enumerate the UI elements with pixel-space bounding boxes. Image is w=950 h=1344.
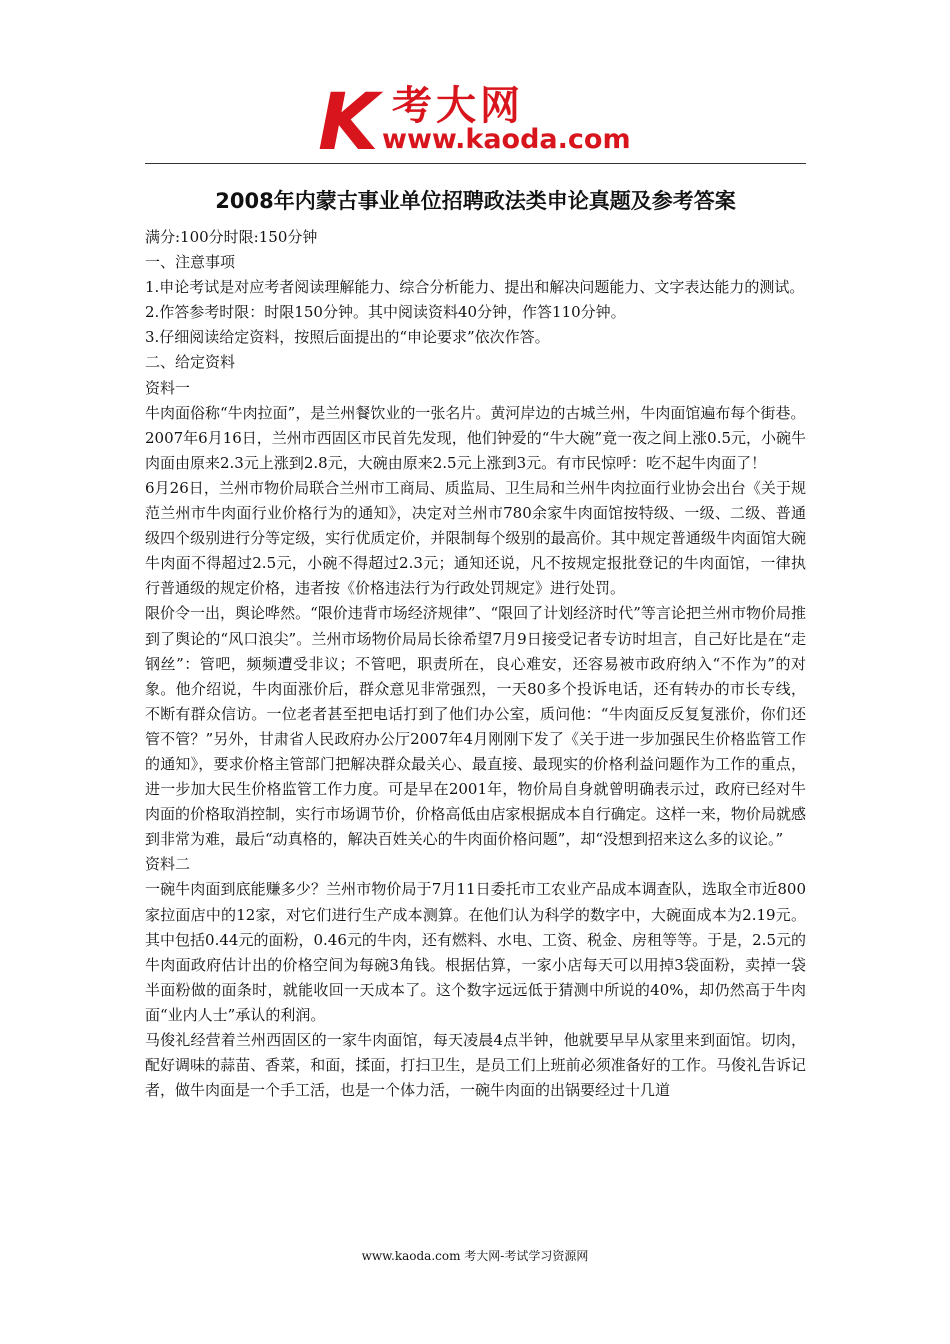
logo-url: www.kaoda.com: [382, 124, 631, 155]
document-title: 2008年内蒙古事业单位招聘政法类申论真题及参考答案: [215, 189, 736, 213]
paragraph: 3.仔细阅读给定资料，按照后面提出的“申论要求”依次作答。: [145, 328, 550, 347]
paragraph: 2007年6月16日，兰州市西固区市民首先发现，他们钟爱的“牛大碗”竟一夜之间上涨0.5元，小碗牛肉面由原来2.3元上涨到2.8元，大碗由原来2.5元上涨到3元。有市民惊呼：吃不起牛肉面了！: [145, 428, 807, 472]
section-heading: 二、给定资料: [145, 353, 236, 372]
header-divider: [145, 163, 806, 164]
section-heading: 一、注意事项: [145, 253, 236, 272]
page-footer: www.kaoda.com 考大网-考试学习资源网: [361, 1249, 589, 1263]
document-body: [145, 225, 806, 1103]
paragraph: 满分:100分时限:150分钟: [145, 228, 318, 246]
paragraph: 1.申论考试是对应考者阅读理解能力、综合分析能力、提出和解决问题能力、文字表达能力的测试。: [145, 278, 805, 297]
paragraph: 马俊礼经营着兰州西固区的一家牛肉面馆，每天凌晨4点半钟，他就要早早从家里来到面馆。切肉，配好调味的蒜苗、香菜，和面，揉面，打扫卫生，是员工们上班前必须准备好的工作。马俊礼告诉记者，做牛肉面是一个手工活，也是一个体力活，一碗牛肉面的出锅要经过十几道: [145, 1031, 806, 1100]
paragraph: 一碗牛肉面到底能赚多少？兰州市物价局于7月11日委托市工农业产品成本调查队，选取全市近800家拉面店中的12家，对它们进行生产成本测算。在他们认为科学的数字中，大碗面成本为2.19元。其中包括0.44元的面粉，0.46元的牛肉，还有燃料、水电、工资、税金、房租等等。于是，2.5元的牛肉面政府估计出的价格空间为每碗3角钱。根据估算，一家小店每天可以用掉3袋面粉，卖掉一袋半面粉做的面条时，就能收回一天成本了。这个数字远远低于猜测中所说的40%，却仍然高于牛肉面“业内人士”承认的利润。: [145, 880, 806, 1024]
paragraph: 牛肉面俗称“牛肉拉面”，是兰州餐饮业的一张名片。黄河岸边的古城兰州，牛肉面馆遍布每个街巷。: [145, 403, 806, 422]
kaoda-logo: [318, 78, 638, 168]
material-heading: 资料二: [145, 855, 191, 874]
paragraph: 2.作答参考时限：时限150分钟。其中阅读资料40分钟，作答110分钟。: [145, 303, 626, 322]
paragraph: 限价令一出，舆论哗然。“限价违背市场经济规律”、“限回了计划经济时代”等言论把兰州市物价局推到了舆论的“风口浪尖”。兰州市场物价局局长徐希望7月9日接受记者专访时坦言，自己好比是在“走钢丝”：管吧，频频遭受非议；不管吧，职责所在，良心难安，还容易被市政府纳入“不作为”的对象。他介绍说，牛肉面涨价后，群众意见非常强烈，一天80多个投诉电话，还有转办的市长专线，不断有群众信访。一位老者甚至把电话打到了他们办公室，质问他：“牛肉面反反复复涨价，你们还管不管？”另外，甘肃省人民政府办公厅2007年4月刚刚下发了《关于进一步加强民生价格监管工作的通知》，要求价格主管部门把解决群众最关心、最直接、最现实的价格利益问题作为工作的重点，进一步加大民生价格监管工作力度。可是早在2001年，物价局自身就曾明确表示过，政府已经对牛肉面的价格取消控制，实行市场调节价，价格高低由店家根据成本自行确定。这样一来，物价局就感到非常为难，最后“动真格的，解决百姓关心的牛肉面价格问题”，却“没想到招来这么多的议论。”: [145, 604, 806, 849]
logo-brand-name: 考大网: [392, 83, 524, 129]
material-heading: 资料一: [145, 378, 191, 397]
logo-k-mark: K: [318, 78, 379, 168]
paragraph: 6月26日，兰州市物价局联合兰州市工商局、质监局、卫生局和兰州牛肉拉面行业协会出台《关于规范兰州市牛肉面行业价格行为的通知》，决定对兰州市780余家牛肉面馆按特级、一级、二级、普通级四个级别进行分等定级，实行优质定价，并限制每个级别的最高价。其中规定普通级牛肉面馆大碗牛肉面不得超过2.5元，小碗不得超过2.3元；通知还说，凡不按规定报批登记的牛肉面馆，一律执行普通级的规定价格，违者按《价格违法行为行政处罚规定》进行处罚。: [145, 478, 806, 598]
